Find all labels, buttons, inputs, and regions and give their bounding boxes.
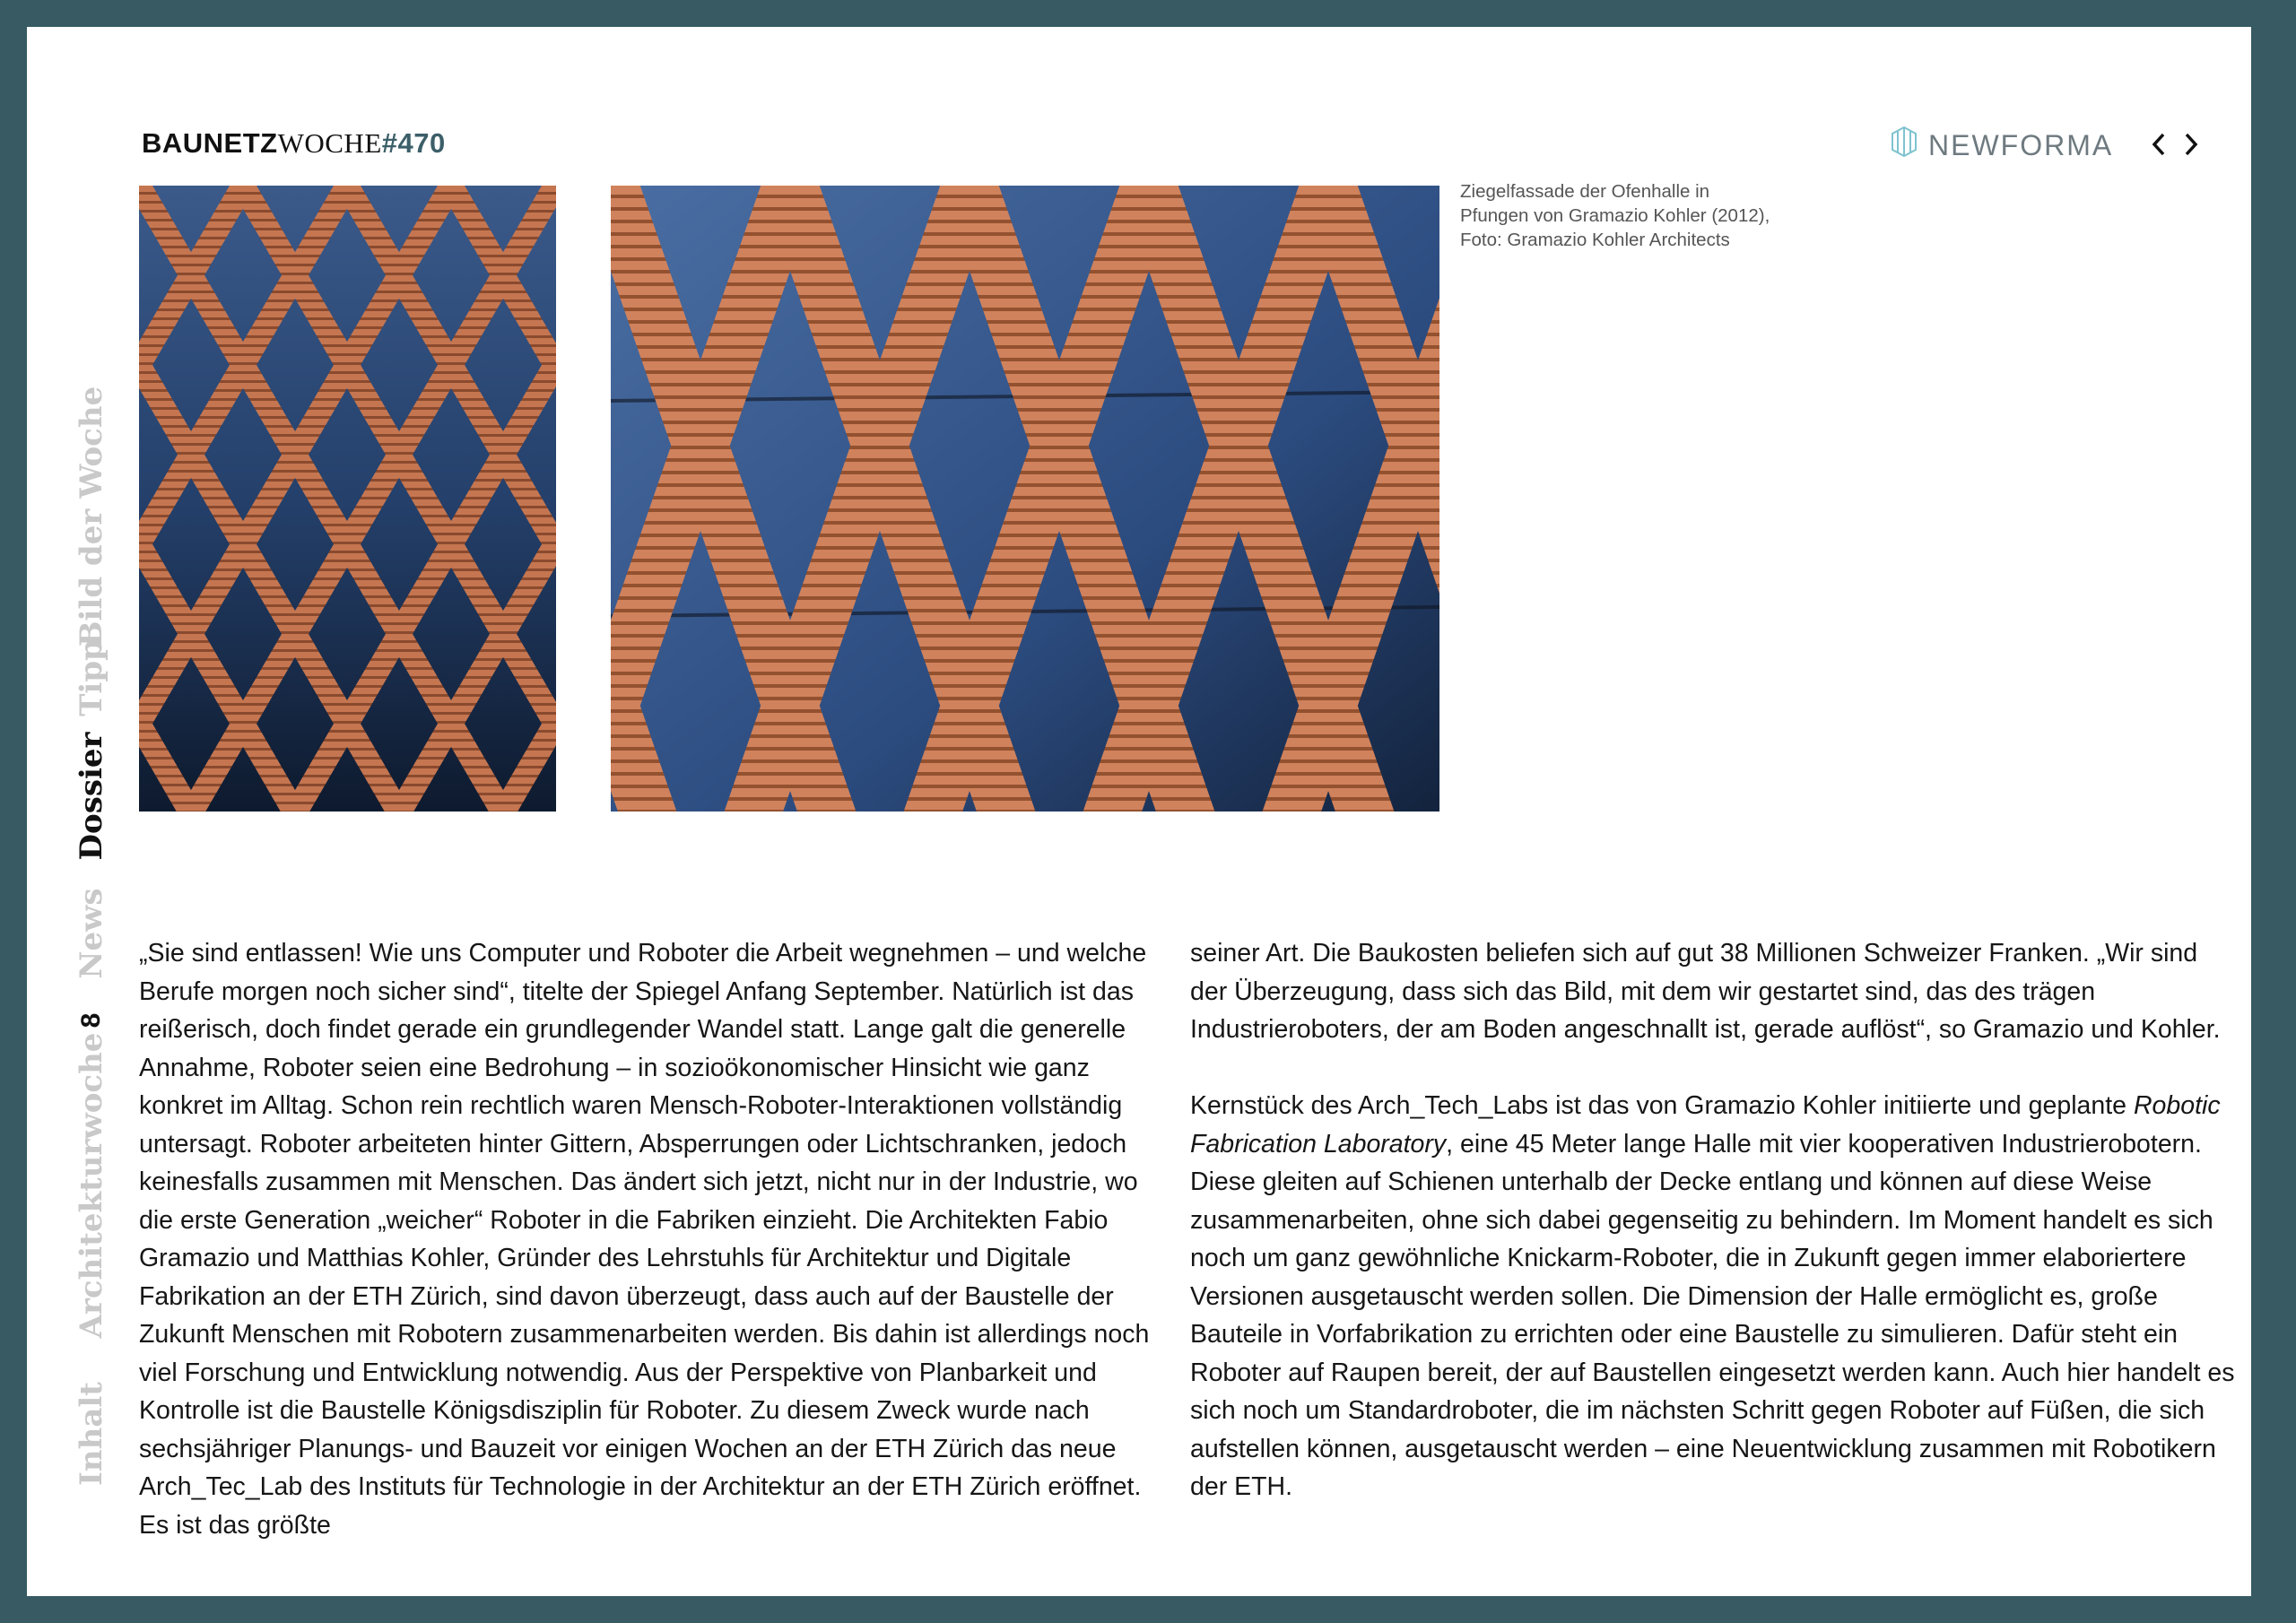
article-paragraph [1190, 1087, 2238, 1506]
facade-photo-right[interactable] [611, 186, 1439, 812]
nav-architekturwoche[interactable]: Architekturwoche [74, 1032, 109, 1339]
chevron-left-icon [2151, 132, 2167, 157]
brand-part-1: BAUNETZ [142, 127, 278, 159]
next-page-button[interactable] [2178, 126, 2205, 162]
issue-number: #470 [381, 127, 446, 159]
article-column-1 [139, 934, 1169, 1544]
side-navigation [51, 368, 132, 1497]
lab-name: Robotic Fabrication Laboratory [1190, 1091, 2221, 1159]
caption-line: Pfungen von Gramazio Kohler (2012), [1460, 205, 1770, 226]
nav-news[interactable]: News [74, 888, 109, 979]
page [27, 27, 2251, 1596]
nav-bild-der-woche[interactable]: Bild der Woche [74, 386, 109, 647]
paragraph-text: Kernstück des Arch_Tech_Labs ist das von Gramazio Kohler initiierte und geplante [1190, 1091, 2134, 1120]
newforma-icon [1891, 126, 1918, 164]
nav-tipp[interactable]: Tipp [74, 639, 109, 716]
page-number: 8 [76, 1012, 106, 1028]
chevron-right-icon [2183, 132, 2199, 157]
nav-inhalt[interactable]: Inhalt [74, 1382, 109, 1486]
sponsor-name: NEWFORMA [1928, 128, 2114, 161]
prev-page-button[interactable] [2145, 126, 2172, 162]
paragraph-text: , eine 45 Meter lange Halle mit vier kooperativen Industrierobotern. Diese gleiten auf Schienen unterhalb der Decke entlang und können auf diese Weise zusammenarbeiten, ohne sich dabei gegenseitig zu behindern. Im Moment handelt es sich noch um ganz gewöhnliche Knickarm-Roboter, die in Zukunft gegen immer elaboriertere Versionen ausgetauscht werden sollen. Die Dimension der Halle ermöglicht es, große Bauteile in Vorfabrikation zu errichten oder eine Baustelle zu simulieren. Dafür steht ein Roboter auf Raupen bereit, der auf Baustellen eingesetzt werden kann. Auch hier handelt es sich noch um Standardroboter, die im nächsten Schritt gegen Roboter auf Füßen, die sich aufstellen können, ausgetauscht werden – eine Neuentwicklung zusammen mit Robotikern der ETH. [1190, 1129, 2235, 1501]
article-paragraph: seiner Art. Die Baukosten beliefen sich auf gut 38 Millionen Schweizer Franken. „Wir sind der Überzeugung, dass sich das Bild, mit dem wir gestartet sind, das des trägen Industrieroboters, der am Boden angeschnallt ist, gerade auflöst“, so Gramazio und Kohler. [1190, 939, 2221, 1044]
caption-line: Foto: Gramazio Kohler Architects [1460, 230, 1730, 250]
nav-dossier[interactable]: Dossier [74, 732, 109, 861]
photo-caption [1460, 179, 1819, 252]
brand-part-2: WOCHE [277, 127, 382, 159]
brand-logo[interactable] [142, 127, 446, 160]
caption-line: Ziegelfassade der Ofenhalle in [1460, 181, 1710, 202]
facade-photo-left[interactable] [139, 186, 556, 812]
article-paragraph: „Sie sind entlassen! Wie uns Computer und Roboter die Arbeit wegnehmen – und welche Berufe morgen noch sicher sind“, titelte der Spiegel Anfang September. Natürlich ist das reißerisch, doch findet gerade ein grundlegender Wandel statt. Lange galt die generelle Annahme, Roboter seien eine Bedrohung – in sozioökonomischer Hinsicht wie ganz konkret im Alltag. Schon rein rechtlich waren Mensch-Roboter-Interaktionen vollständig untersagt. Roboter arbeiteten hinter Gittern, Absperrungen oder Lichtschranken, jedoch keinesfalls zusammen mit Menschen. Das ändert sich jetzt, nicht nur in der Industrie, wo die erste Generation „weicher“ Roboter in die Fabriken einzieht. Die Architekten Fabio Gramazio und Matthias Kohler, Gründer des Lehrstuhls für Architektur und Digitale Fabrikation an der ETH Zürich, sind davon überzeugt, dass auch auf der Baustelle der Zukunft Menschen mit Robotern zusammenarbeiten werden. Bis dahin ist allerdings noch viel Forschung und Entwicklung notwendig. Aus der Perspektive von Planbarkeit und Kontrolle ist die Baustelle Königsdisziplin für Roboter. Zu diesem Zweck wurde nach sechsjähriger Planungs- und Bauzeit vor einigen Wochen an der ETH Zürich das neue Arch_Tec_Lab des Instituts für Technologie in der Architektur an der ETH Zürich eröffnet. Es ist das größte [139, 939, 1150, 1540]
sponsor-logo[interactable] [1891, 126, 2113, 164]
article-column-2 [1190, 934, 2238, 1506]
